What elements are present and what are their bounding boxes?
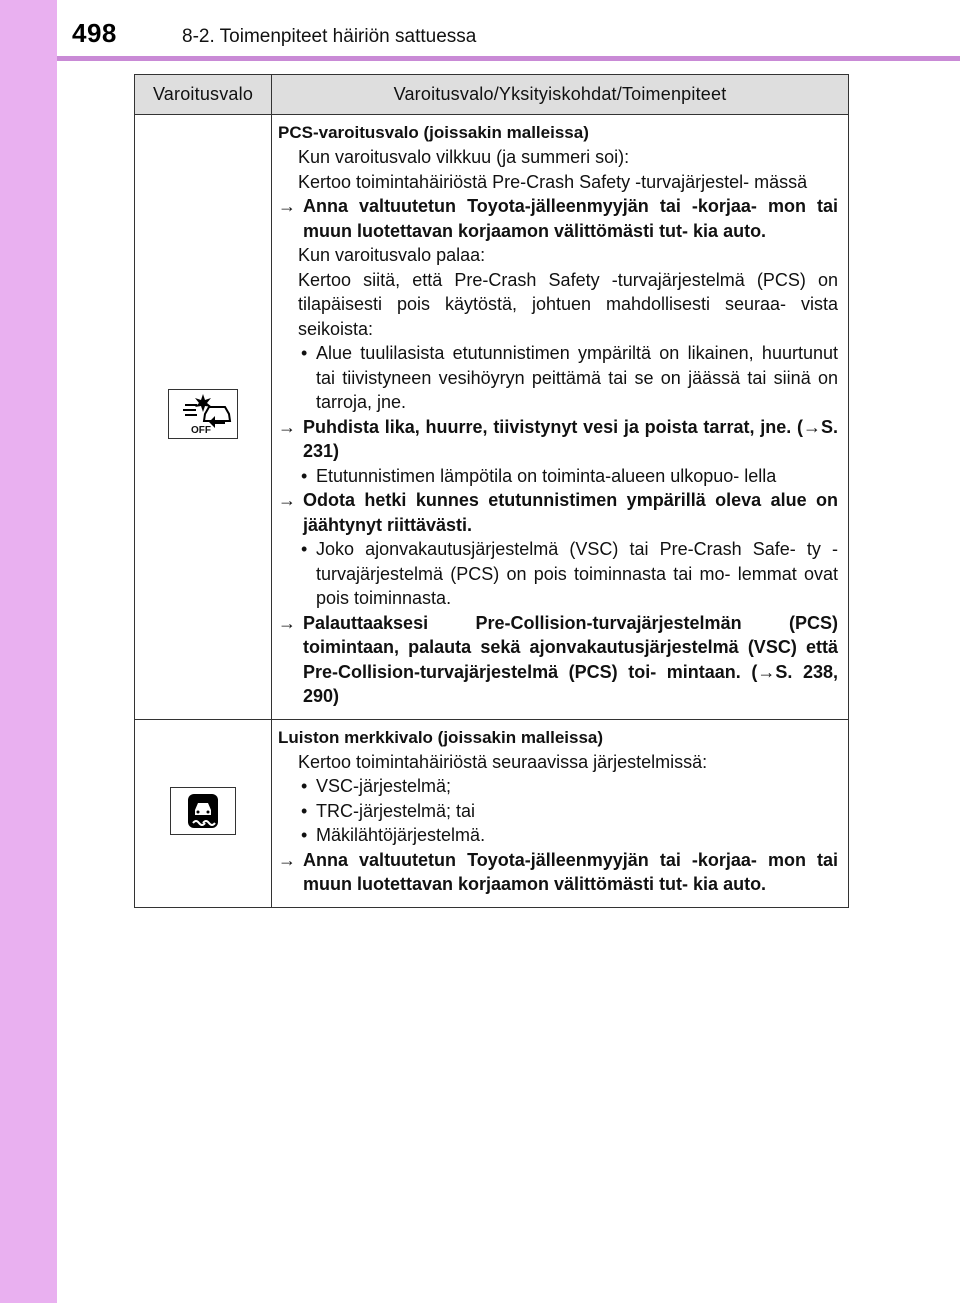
arrow-icon: → bbox=[278, 490, 296, 510]
action-item bbox=[278, 611, 838, 709]
action-text: Palauttaaksesi Pre-Collision-turvajärjestelmän (PCS) toimintaan, palauta sekä ajonvakautusjärjestelmä (VSC) että Pre-Collision-turvajärjestelmä (PCS) toi- mintaan. ( bbox=[303, 612, 838, 682]
bullet-item bbox=[278, 537, 838, 611]
table-row bbox=[135, 115, 849, 720]
pcs-off-label: OFF bbox=[191, 425, 211, 437]
heading-main: PCS-varoitusvalo bbox=[278, 123, 419, 142]
bullet-icon: • bbox=[301, 343, 308, 363]
bullet-text: Mäkilähtöjärjestelmä. bbox=[316, 825, 486, 845]
icon-cell bbox=[135, 115, 272, 720]
row-heading bbox=[278, 726, 838, 750]
table-header-row bbox=[135, 75, 849, 115]
bullet-text: Joko ajonvakautusjärjestelmä (VSC) tai Pre-Crash Safe- ty -turvajärjestelmä (PCS) on pois toiminnasta tai mo- lemmat ovat pois toiminnasta. bbox=[316, 539, 838, 608]
side-band bbox=[0, 0, 57, 1303]
page-reference: S. 238, 290) bbox=[303, 661, 838, 706]
page-number: 498 bbox=[72, 18, 117, 48]
paragraph: Kun varoitusvalo palaa: bbox=[298, 245, 486, 265]
action-text: Anna valtuutetun Toyota-jälleenmyyjän tai -korjaa- mon tai muun luotettavan korjaamon välittömästi tut- kia auto. bbox=[303, 196, 838, 241]
bullet-icon: • bbox=[301, 539, 308, 559]
bullet-icon: • bbox=[301, 465, 308, 486]
bullet-text: TRC-järjestelmä; tai bbox=[316, 800, 476, 821]
arrow-icon: → bbox=[278, 612, 296, 633]
arrow-icon: → bbox=[278, 416, 296, 437]
arrow-icon: → bbox=[802, 416, 821, 437]
bullet-icon: • bbox=[301, 776, 308, 796]
pcs-warning-icon bbox=[168, 389, 238, 439]
paragraph: Kertoo toimintahäiriöstä seuraavissa järjestelmissä: bbox=[298, 751, 708, 772]
bullet-text: Etutunnistimen lämpötila on toiminta-alueen ulkopuo- lella bbox=[316, 465, 777, 486]
action-item bbox=[278, 848, 838, 897]
action-item bbox=[278, 194, 838, 243]
paragraph: Kertoo toimintahäiriöstä Pre-Crash Safety -turvajärjestel- mässä bbox=[298, 171, 808, 192]
action-text: Puhdista lika, huurre, tiivistynyt vesi ja poista tarrat, jne. ( bbox=[303, 416, 803, 437]
bullet-icon: • bbox=[301, 825, 308, 845]
bullet-item bbox=[278, 799, 838, 824]
heading-main: Luiston merkkivalo bbox=[278, 727, 433, 747]
arrow-icon: → bbox=[278, 849, 296, 870]
action-item bbox=[278, 415, 838, 464]
bullet-icon: • bbox=[301, 800, 308, 821]
bullet-item bbox=[278, 341, 838, 415]
bullet-item bbox=[278, 774, 838, 799]
icon-cell bbox=[135, 719, 272, 907]
col-header-warning-light: Varoitusvalo bbox=[135, 75, 272, 115]
bullet-item bbox=[278, 823, 838, 848]
col-header-details: Varoitusvalo/Yksityiskohdat/Toimenpiteet bbox=[272, 75, 849, 115]
paragraph: Kertoo siitä, että Pre-Crash Safety -turvajärjestelmä (PCS) on tilapäisesti pois käytöstä, johtuen mahdollisesti seuraa- vista seikoista: bbox=[298, 269, 838, 339]
section-title: 8-2. Toimenpiteet häiriön sattuessa bbox=[182, 26, 477, 47]
heading-sub: (joissakin malleissa) bbox=[423, 123, 589, 142]
action-text: Odota hetki kunnes etutunnistimen ympärillä oleva alue on jäähtynyt riittävästi. bbox=[303, 490, 838, 535]
bullet-item bbox=[278, 464, 838, 489]
row-heading bbox=[278, 121, 838, 145]
table-row bbox=[135, 719, 849, 907]
paragraph: Kun varoitusvalo vilkkuu (ja summeri soi): bbox=[298, 147, 630, 167]
arrow-icon: → bbox=[757, 661, 776, 682]
arrow-icon: → bbox=[278, 196, 296, 216]
action-item bbox=[278, 488, 838, 537]
details-cell bbox=[272, 719, 849, 907]
details-cell bbox=[272, 115, 849, 720]
heading-sub: (joissakin malleissa) bbox=[437, 727, 604, 747]
page-reference: S. 231) bbox=[303, 416, 838, 461]
slip-indicator-icon bbox=[170, 787, 236, 835]
warning-table bbox=[134, 74, 849, 908]
action-text: Anna valtuutetun Toyota-jälleenmyyjän tai -korjaa- mon tai muun luotettavan korjaamon välittömästi tut- kia auto. bbox=[303, 849, 838, 894]
header-rule bbox=[57, 56, 960, 61]
bullet-text: VSC-järjestelmä; bbox=[316, 776, 452, 796]
bullet-text: Alue tuulilasista etutunnistimen ympäriltä on likainen, huurtunut tai tiivistyneen vesihöyryn peittämä tai se on jäässä tai siinä on tarroja, jne. bbox=[316, 343, 838, 412]
